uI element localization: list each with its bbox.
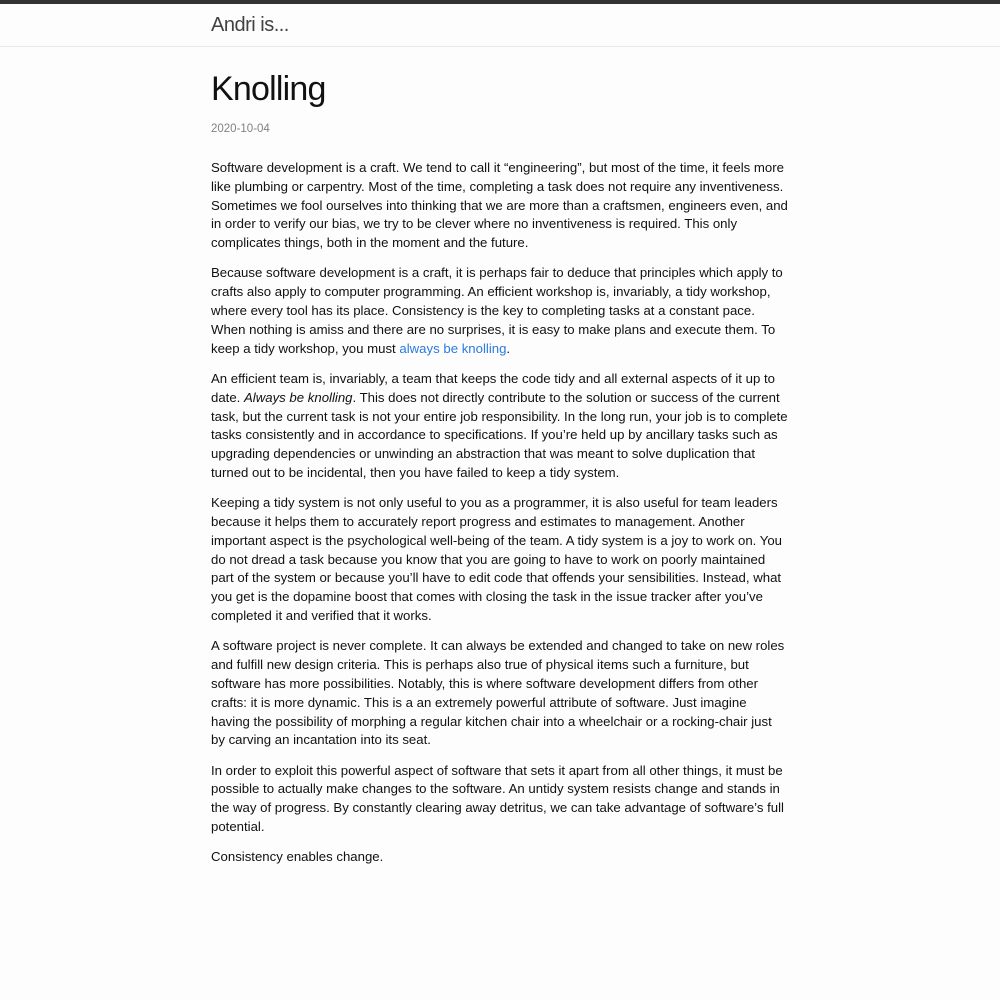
post-date: 2020-10-04	[211, 123, 270, 135]
always-be-knolling-link[interactable]: always be knolling	[399, 340, 507, 356]
post	[211, 47, 789, 867]
paragraph-3-rest: . This does not directly contribute to the solution or success of the current task, but the current task is not your entire job responsibility. In the long run, your job is to complete tasks consistently and in accordance to specifications. If you’re held up by ancillary tasks such as upgrading dependencies or unwinding an abstraction that was meant to solve duplication that turned out to be incidental, then you have failed to keep a tidy system.	[211, 389, 788, 480]
paragraph-5: A software project is never complete. It can always be extended and changed to take on new roles and fulfill new design criteria. This is perhaps also true of physical items such a furniture, but software has more possibilities. Notably, this is where software development differs from other crafts: it is more dynamic. This is a an extremely powerful attribute of software. Just imagine having the possibility of morphing a regular kitchen chair into a wheelchair or a rocking-chair just by carving an incantation into its seat.	[211, 638, 785, 748]
post-title: Knolling	[211, 70, 326, 108]
always-be-knolling-emphasis: Always be knolling	[244, 389, 353, 405]
header-wrapper	[211, 4, 789, 47]
paragraph-2	[211, 264, 789, 358]
paragraph-1: Software development is a craft. We tend to call it “engineering”, but most of the time, it feels more like plumbing or carpentry. Most of the time, completing a task does not require any inventiveness. Sometimes we fool ourselves into thinking that we are more than a craftsmen, engineers even, and in order to verify our bias, we try to be clever where no inventiveness is required. This only complicates things, both in the moment and the future.	[211, 160, 788, 251]
paragraph-4: Keeping a tidy system is not only useful to you as a programmer, it is also useful for team leaders because it helps them to accurately report progress and estimates to management. Another important aspect is the psychological well-being of the team. A tidy system is a joy to work on. You do not dread a task because you know that you are going to have to work on poorly maintained part of the system or because you’ll have to edit code that offends your sensibilities. Instead, what you get is the dopamine boost that comes with closing the task in the issue tracker after you’ve completed it and verified that it works.	[211, 495, 783, 624]
paragraph-6: In order to exploit this powerful aspect of software that sets it apart from all other things, it must be possible to actually make changes to the software. An untidy system resists change and stands in the way of progress. By constantly clearing away detritus, we can take advantage of software’s full potential.	[211, 762, 784, 834]
site-title-link[interactable]: Andri is...	[211, 14, 289, 36]
site-header	[0, 4, 1000, 47]
page-content	[211, 47, 789, 867]
paragraph-3	[211, 370, 789, 483]
paragraph-7: Consistency enables change.	[211, 849, 384, 865]
paragraph-2-end: .	[506, 340, 511, 356]
paragraph-3-text: An efficient team is, invariably, a team that keeps the code tidy and all external aspects of it up to date.	[211, 370, 775, 405]
post-header	[211, 47, 789, 137]
paragraph-2-text: Because software development is a craft, it is perhaps fair to deduce that principles which apply to crafts also apply to computer programming. An efficient workshop is, invariably, a tidy workshop, where every tool has its place. Consistency is the key to completing tasks at a constant pace. When nothing is amiss and there are no surprises, it is easy to make plans and execute them. To keep a tidy workshop, you must	[211, 265, 783, 356]
post-body	[211, 159, 789, 867]
